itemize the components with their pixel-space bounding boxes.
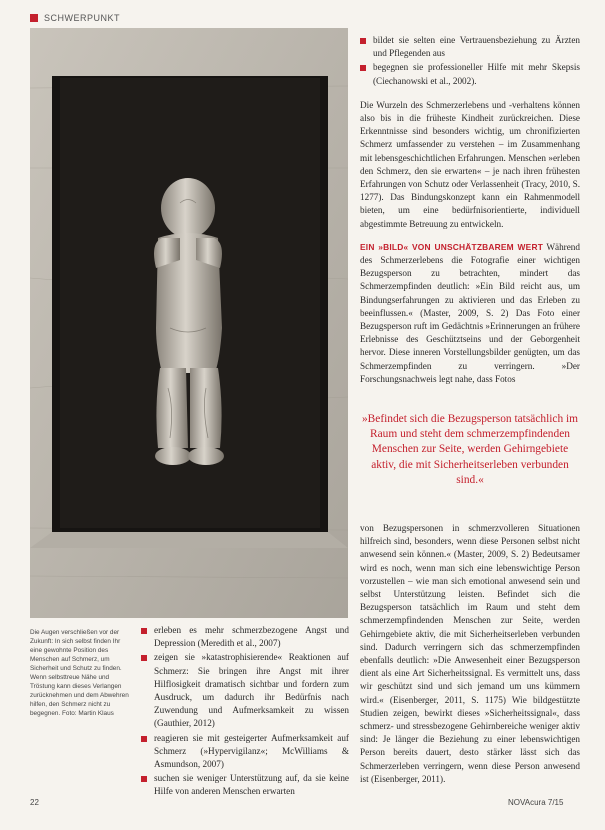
left-column	[141, 624, 349, 800]
subheading: EIN »BILD« VON UNSCHÄTZBAREM WERT	[360, 241, 544, 252]
body-paragraph: von Bezugspersonen in schmerzvolleren Situationen hilfreich sind, besonders, wenn diese Personen selbst nicht anwesend sein können.« (Master, 2009, S. 2) Bedeutsamer wird es noch, wenn man sich eine lebenswichtige Person vorzustellen – wie man sich emotional anwesend sein und selbst Unterstützung leisten. Befindet sich die Bezugsperson tatsächlich im Raum und steht dem schmerzempfindenden Menschen zur Seite, werden Gehirngebiete aktiv, die mit Sicherheitserleben verbunden sind. Dadurch verringern sich das schmerzempfinden ebenfalls deutlich: »Die Anwesenheit einer Bezugsperson dient als eine Art Sicherheitssignal. Es vermittelt uns, dass wir geschützt sind und sich jemand um uns kümmern wird.« (Eisenberger, 2011, S. 1175) Wie bildgestützte Studien zeigen, bewirkt dieses »Sicherheitssignal«, dass schmerz- und stressbezogene Gehirnbereiche weniger aktiv sind: Je länger die Beziehung zu einer lebenswichtigen Person bereits dauert, desto stärker lässt sich das Schmerzerleben verringern, wenn diese Person anwesend ist (Eisenberger, 2011).	[360, 523, 580, 784]
right-column-top	[360, 34, 580, 386]
list-item: begegnen sie professioneller Hilfe mit mehr Skepsis (Ciechanowski et al., 2002).	[360, 61, 580, 87]
sculpture-photo	[30, 28, 348, 618]
list-item: suchen sie weniger Unterstützung auf, da sie keine Hilfe von anderen Menschen erwarten	[141, 772, 349, 798]
pull-quote: »Befindet sich die Bezugsperson tatsächlich im Raum und steht dem schmerzempfindenden Menschen zur Seite, werden Gehirngebiete aktiv, die mit Sicherheitserleben verbunden sind.«	[361, 413, 579, 486]
body-paragraph: Die Wurzeln des Schmerzerlebens und -verhaltens können also bis in die früheste Kindheit zurückreichen. Diese Erkenntnisse sind besonders wichtig, um chronifizierten Schmerz umfassender zu verstehen – im Zusammenhang mit lebensgeschichtlichen Erfahrungen. Menschen »erleben den Schmerz, den sie erwarten« – je nach ihren frühesten Erfahrungen von Schutz oder Verlassenheit (Tracy, 2010, S. 1277). Das Bindungskonzept kann ein Rahmenmodell bieten, um eine bedürfnisorientierte, individuell abgestimmte Betreuung zu entwickeln.	[360, 99, 580, 229]
list-item: reagieren sie mit gesteigerter Aufmerksamkeit auf Schmerz (»Hypervigilanz«; McWilliams & Asmundson, 2007)	[141, 732, 349, 772]
section-header	[30, 10, 120, 26]
page-number: 22	[30, 798, 39, 807]
section-label: SCHWERPUNKT	[44, 13, 121, 23]
sculpture-illustration	[30, 28, 348, 618]
list-item: bildet sie selten eine Vertrauensbeziehung zu Ärzten und Pflegenden aus	[360, 34, 580, 60]
list-item: erleben es mehr schmerzbezogene Angst und Depression (Meredith et al., 2007)	[141, 624, 349, 650]
journal-issue: NOVAcura 7/15	[508, 798, 564, 807]
section-marker-icon	[30, 14, 38, 22]
right-bullet-list	[360, 34, 580, 88]
list-item: zeigen sie »katastrophisierende« Reaktionen auf Schmerz: Sie bringen ihre Angst mit ihrer Hilflosigkeit dramatisch sichtbar und fordern zum Ausdruck, um dadurch ihr Bedürfnis nach Zuwendung und Aufmerksamkeit zu wissen (Gauthier, 2012)	[141, 651, 349, 730]
right-column-bottom	[360, 522, 580, 786]
left-bullet-list	[141, 624, 349, 799]
body-text: Während des Schmerzerlebens die Fotografie einer wichtigen Bezugsperson zu betrachten, mindert das Schmerzempfinden deutlich: »Ein Bild reicht aus, um Bindungserfahrungen zu aktivieren und das Erleben zu beeinflussen.« (Master, 2009, S. 2) Das Foto einer Bezugsperson ruft im Gedächtnis »Erinnerungen an frühere Erlebnisse des Geschütztseins und der Geborgenheit hervor. Diese inneren Vorstellungsbilder genügten, um das Schmerzempfinden zu verringern. »Der Forschungsnachweis legt nahe, dass Fotos	[360, 241, 580, 384]
body-paragraph-with-subhead	[360, 241, 580, 386]
photo-caption: Die Augen verschließen vor der Zukunft: In sich selbst finden Ihr eine gewohnte Position des Menschen auf Schmerz, um Sicherheit und Schutz zu finden. Wenn selbsttreue Nähe und Tröstung kann dieses Verlangen zurücknehmen und dem Abwehren hilfen, den Schmerz nicht zu begegnen. Foto: Martin Klaus	[30, 629, 129, 717]
